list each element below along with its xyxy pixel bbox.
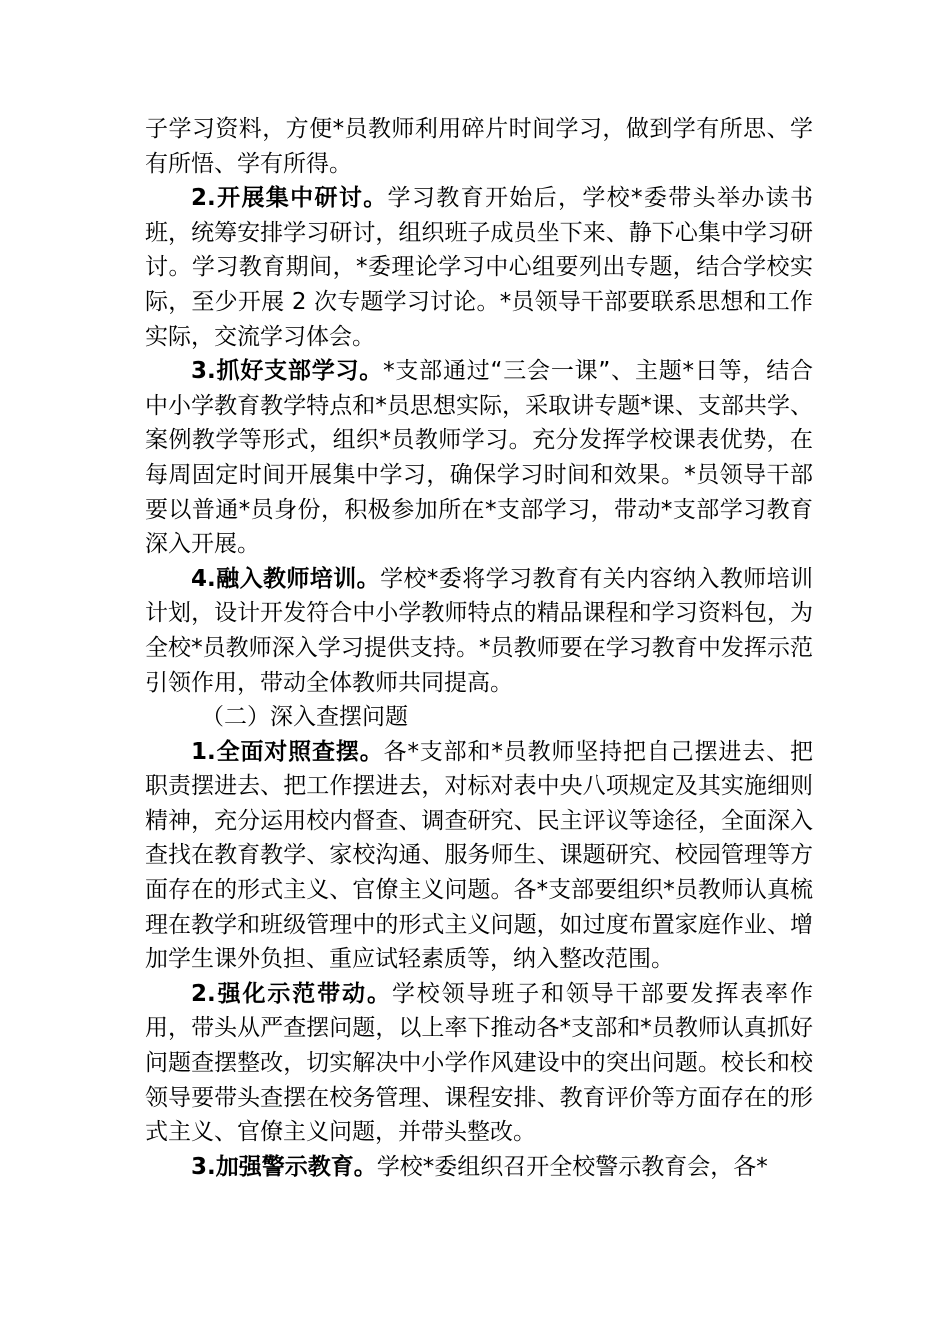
paragraph-heading: 3.抓好支部学习。 [191, 358, 384, 385]
paragraph-heading: 4.融入教师培训。 [191, 565, 381, 592]
paragraph-item-2-demonstration [145, 977, 813, 1150]
paragraph-item-3-warning-education [145, 1150, 813, 1185]
paragraph-text: 学习教育开始后，学校*委带头举办读书班，统筹安排学习研讨，组织班子成员坐下来、静下心集中学习研讨。学习教育期间，*委理论学习中心组要列出专题，结合学校实际，至少开展 2 次专题学习讨论。*员领导干部要联系思想和工作实际，交流学习体会。 [145, 185, 813, 350]
paragraph-text: 学校*委将学习教育有关内容纳入教师培训计划，设计开发符合中小学教师特点的精品课程和学习资料包，为全校*员教师深入学习提供支持。*员教师要在学习教育中发挥示范引领作用，带动全体教师共同提高。 [145, 565, 814, 696]
paragraph-item-1-self-check [145, 735, 813, 977]
paragraph-text: *支部通过“三会一课”、主题*日等，结合中小学教育教学特点和*员思想实际，采取讲专题*课、支部共学、案例教学等形式，组织*员教师学习。充分发挥学校课表优势，在每周固定时间开展集中学习，确保学习时间和效果。*员领导干部要以普通*员身份，积极参加所在*支部学习，带动*支部学习教育深入开展。 [145, 358, 813, 558]
paragraph-text: 学校领导班子和领导干部要发挥表率作用，带头从严查摆问题，以上率下推动各*支部和*员教师认真抓好问题查摆整改，切实解决中小学作风建设中的突出问题。校长和校领导要带头查摆在校务管理、课程安排、教育评价等方面存在的形式主义、官僚主义问题，并带头整改。 [145, 980, 813, 1146]
paragraph-item-3-branch-study [145, 354, 813, 562]
paragraph-item-4-teacher-training [145, 562, 813, 700]
paragraph-text: 各*支部和*员教师坚持把自己摆进去、把职责摆进去、把工作摆进去，对标对表中央八项规定及其实施细则精神，充分运用校内督查、调查研究、民主评议等途径，全面深入查找在教育教学、家校沟通、服务师生、课题研究、校园管理等方面存在的形式主义、官僚主义问题。各*支部要组织*员教师认真梳理在教学和班级管理中的形式主义问题，如过度布置家庭作业、增加学生课外负担、重应试轻素质等，纳入整改范围。 [145, 738, 814, 973]
section-heading [145, 700, 813, 735]
document-page [145, 112, 813, 1184]
paragraph-heading: 2.开展集中研讨。 [191, 185, 388, 212]
paragraph-text: 子学习资料，方便*员教师利用碎片时间学习，做到学有所思、学有所悟、学有所得。 [145, 116, 813, 177]
paragraph-heading: 2.强化示范带动。 [191, 980, 392, 1007]
paragraph-item-2-seminar [145, 181, 813, 354]
paragraph-heading: 3.加强警示教育。 [191, 1153, 377, 1180]
paragraph-text: 学校*委组织召开全校警示教育会，各* [376, 1153, 768, 1180]
paragraph-intro-continuation [145, 112, 813, 181]
paragraph-heading: 1.全面对照查摆。 [191, 738, 384, 765]
section-title: （二）深入查摆问题 [201, 704, 408, 731]
